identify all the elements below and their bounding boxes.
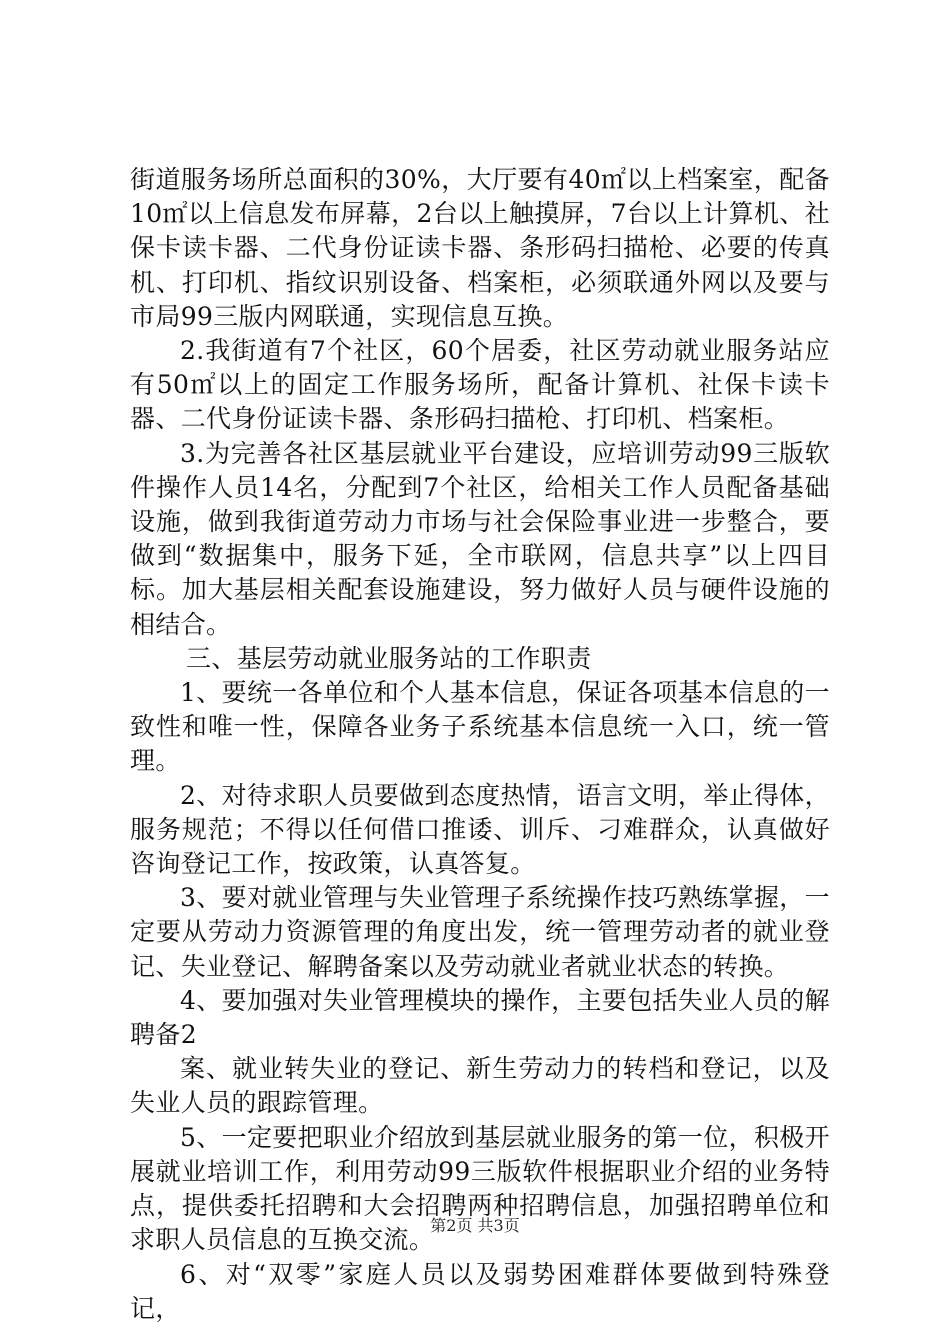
document-body (130, 163, 830, 1326)
duty-item-4: 4、要加强对失业管理模块的操作，主要包括失业人员的解聘备2 (130, 985, 831, 1050)
duty-item-5: 5、一定要把职业介绍放到基层就业服务的第一位，积极开展就业培训工作，利用劳动99三版软件根据职业介绍的业务特点，提供委托招聘和大会招聘两种招聘信息，加强招聘单位和求职人员信息的互换交流。 (130, 1122, 831, 1255)
duty-item-6: 6、对“双零”家庭人员以及弱势困难群体要做到特殊登记， (130, 1259, 830, 1323)
paragraph-item-2: 2.我街道有7个社区，60个居委，社区劳动就业服务站应有50㎡以上的固定工作服务场所，配备计算机、社保卡读卡器、二代身份证读卡器、条形码扫描枪、打印机、档案柜。 (130, 336, 830, 434)
duty-item-2: 2、对待求职人员要做到态度热情，语言文明，举止得体，服务规范；不得以任何借口推诿、训斥、刁难群众，认真做好咨询登记工作，按政策，认真答复。 (130, 780, 831, 879)
duty-item-1: 1、要统一各单位和个人基本信息，保证各项基本信息的一致性和唯一性，保障各业务子系统基本信息统一入口，统一管理。 (130, 678, 831, 776)
duty-item-4-continuation: 案、就业转失业的登记、新生劳动力的转档和登记，以及失业人员的跟踪管理。 (130, 1054, 830, 1118)
section-heading-3: 三、基层劳动就业服务站的工作职责 (186, 643, 592, 673)
page-footer (0, 1216, 950, 1236)
paragraph-continuation: 街道服务场所总面积的30%，大厅要有40㎡以上档案室，配备10㎡以上信息发布屏幕，2台以上触摸屏，7台以上计算机、社保卡读卡器、二代身份证读卡器、条形码扫描枪、必要的传真机、打印机、指纹识别设备、档案柜，必须联通外网以及要与市局99三版内网联通，实现信息互换。 (130, 165, 830, 331)
page-number-label: 第2页 共3页 (430, 1216, 520, 1235)
paragraph-item-3: 3.为完善各社区基层就业平台建设，应培训劳动99三版软件操作人员14名，分配到7个社区，给相关工作人员配备基础设施，做到我街道劳动力市场与社会保险事业进一步整合，要做到“数据集中，服务下延，全市联网，信息共享”以上四目标。加大基层相关配套设施建设，努力做好人员与硬件设施的相结合。 (130, 438, 830, 639)
duty-item-3: 3、要对就业管理与失业管理子系统操作技巧熟练掌握，一定要从劳动力资源管理的角度出发，统一管理劳动者的就业登记、失业登记、解聘备案以及劳动就业者就业状态的转换。 (130, 883, 831, 981)
